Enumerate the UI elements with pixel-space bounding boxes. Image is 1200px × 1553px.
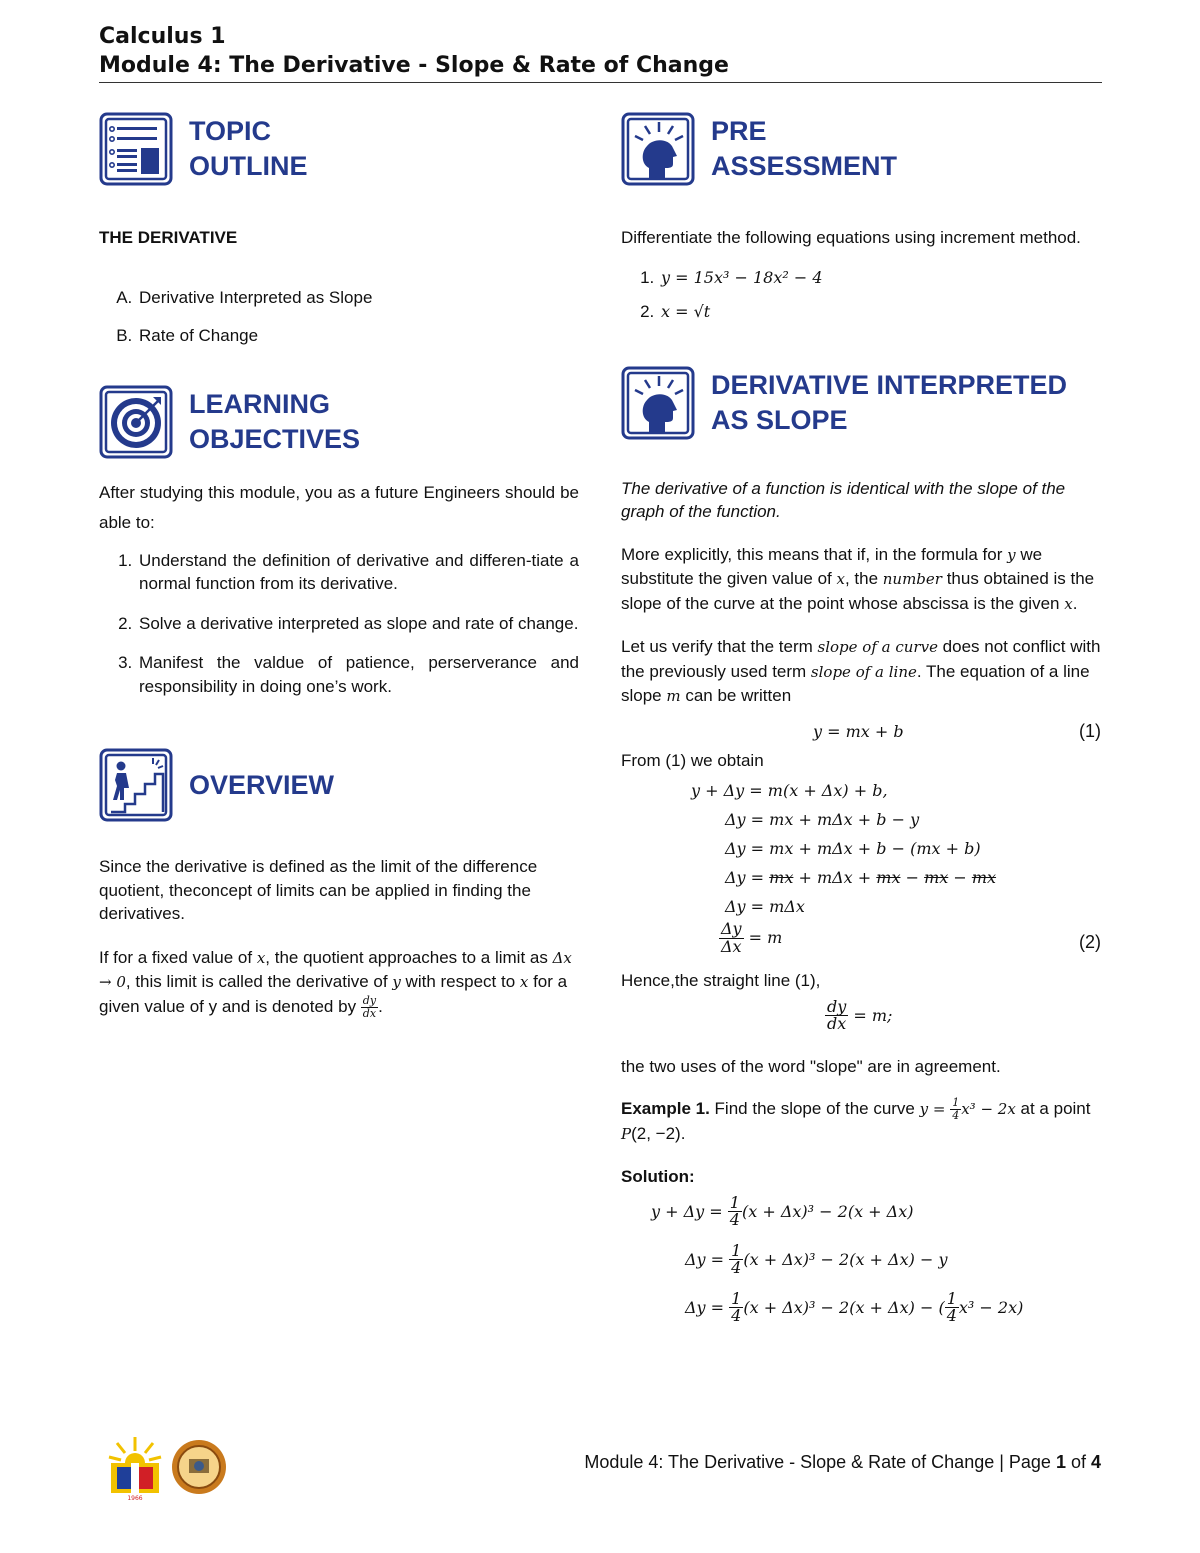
outline-item: B. Rate of Change xyxy=(137,324,579,348)
derivative-slope-title: DERIVATIVE INTERPRETED AS SLOPE xyxy=(711,369,1068,435)
objective-item: 3. Manifest the valdue of patience, perserverance and responsibility in doing one’s work. xyxy=(137,651,579,698)
course-title: Calculus 1 xyxy=(99,24,226,49)
outline-heading: THE DERIVATIVE xyxy=(99,228,238,247)
overview-title: OVERVIEW xyxy=(189,769,335,800)
page-total: 4 xyxy=(1090,1452,1101,1472)
right-column xyxy=(621,112,1101,1345)
university-seal-logo xyxy=(172,1440,226,1494)
derivative-definition: The derivative of a function is identical with the slope of the graph of the function. xyxy=(621,478,1066,521)
pre-assessment-title: PRE ASSESSMENT xyxy=(711,116,898,181)
derivation-step-cancel: Δy = mx + mΔx + mx − mx − mx xyxy=(725,868,997,887)
page-footer: Module 4: The Derivative - Slope & Rate of Change | Page 1 of 4 xyxy=(584,1452,1101,1472)
pre-assessment-list xyxy=(621,266,1101,324)
example-1: Example 1. Find the slope of the curve y = $\frac{1}{4}$ x³ − 2x at a point P(2, −2). xyxy=(621,1096,1091,1143)
learning-objectives-header xyxy=(99,385,579,459)
explicit-paragraph: More explicitly, this means that if, in the formula for y we substitute the given value of x, the number thus obtained is the slope of the curve at the point whose abscissa is the given x. xyxy=(621,544,1095,613)
footer-logos xyxy=(105,1433,230,1503)
agreement-text: the two uses of the word "slope" are in agreement. xyxy=(621,1056,1001,1076)
pre-assessment-header xyxy=(621,112,1101,186)
module-title: Module 4: The Derivative - Slope & Rate of Change xyxy=(99,53,729,78)
pre-assessment-intro: Differentiate the following equations using increment method. xyxy=(621,228,1081,247)
hence-text: Hence,the straight line (1), xyxy=(621,971,821,990)
objectives-list xyxy=(99,549,579,699)
outline-list xyxy=(99,286,579,348)
topic-outline-title: TOPIC OUTLINE xyxy=(189,116,308,181)
ph-sun-school-logo xyxy=(109,1437,161,1502)
header-rule xyxy=(99,82,1102,83)
pre-assessment-item: 2. x = √t xyxy=(659,300,1101,324)
solution-step: Δy = $\frac{1}{4}$ (x + Δx)³ − 2(x + Δx) − ( $\frac{1}{4}$ x³ − 2x) xyxy=(685,1288,1024,1326)
overview-paragraph-1: Since the derivative is defined as the limit of the difference quotient, theconcept of limits can be applied in finding the derivatives. xyxy=(99,857,538,923)
solution-steps xyxy=(621,1192,1101,1345)
derivative-slope-header xyxy=(621,366,1101,440)
equation-3: $\frac{dy}{dx}$ = m; xyxy=(827,996,893,1034)
head-lightbulb-icon xyxy=(621,366,695,440)
derivation-step: Δy = mx + mΔx + b − (mx + b) xyxy=(725,839,981,858)
solution-step: y + Δy = $\frac{1}{4}$ (x + Δx)³ − 2(x + Δx) xyxy=(651,1192,914,1230)
topic-outline-header xyxy=(99,112,579,186)
stairs-climbing-icon xyxy=(99,748,173,822)
overview-paragraph-2: If for a fixed value of x, the quotient approaches to a limit as Δx → 0, this limit is called the derivative of y with respect to x for a given value of y and is denoted by $\frac{dy}{dx}$ . xyxy=(99,947,572,1020)
objective-item: 1. Understand the definition of derivative and differen-tiate a normal function from its derivative. xyxy=(137,549,579,596)
pre-assessment-item: 1. y = 15x³ − 18x² − 4 xyxy=(659,266,1101,290)
verify-paragraph: Let us verify that the term slope of a curve does not conflict with the previously used term slope of a line. The equation of a line slope m can be written xyxy=(621,637,1101,705)
derivation-steps xyxy=(621,776,1101,921)
equation-1: y = mx + b (1) xyxy=(813,720,1101,741)
overview-header xyxy=(99,748,579,822)
page-header xyxy=(99,22,1102,83)
solution-label: Solution: xyxy=(621,1167,695,1187)
equation-2: $\frac{\Delta y}{\Delta x}$ = m (2) xyxy=(721,919,1101,956)
dy-dx-fraction: $\frac{dy}{dx}$ xyxy=(362,993,377,1020)
solution-step: Δy = $\frac{1}{4}$ (x + Δx)³ − 2(x + Δx) − y xyxy=(685,1240,948,1278)
outline-item: A. Derivative Interpreted as Slope xyxy=(137,286,579,310)
head-lightbulb-icon xyxy=(621,112,695,186)
from-text: From (1) we obtain xyxy=(621,750,764,770)
page-number: 1 xyxy=(1055,1452,1066,1472)
objectives-intro: After studying this module, you as a future Engineers should be able to: xyxy=(99,482,579,532)
objective-item: 2. Solve a derivative interpreted as slope and rate of change. xyxy=(137,612,579,636)
derivation-step: Δy = mx + mΔx + b − y xyxy=(725,810,920,829)
learning-objectives-title: LEARNING OBJECTIVES xyxy=(189,388,361,454)
derivation-step: y + Δy = m(x + Δx) + b, xyxy=(691,781,888,800)
target-icon xyxy=(99,385,173,459)
derivation-step: Δy = mΔx xyxy=(725,897,805,916)
left-column xyxy=(99,112,579,1019)
svg-text:1966: 1966 xyxy=(127,1495,143,1502)
outline-list-icon xyxy=(99,112,173,186)
